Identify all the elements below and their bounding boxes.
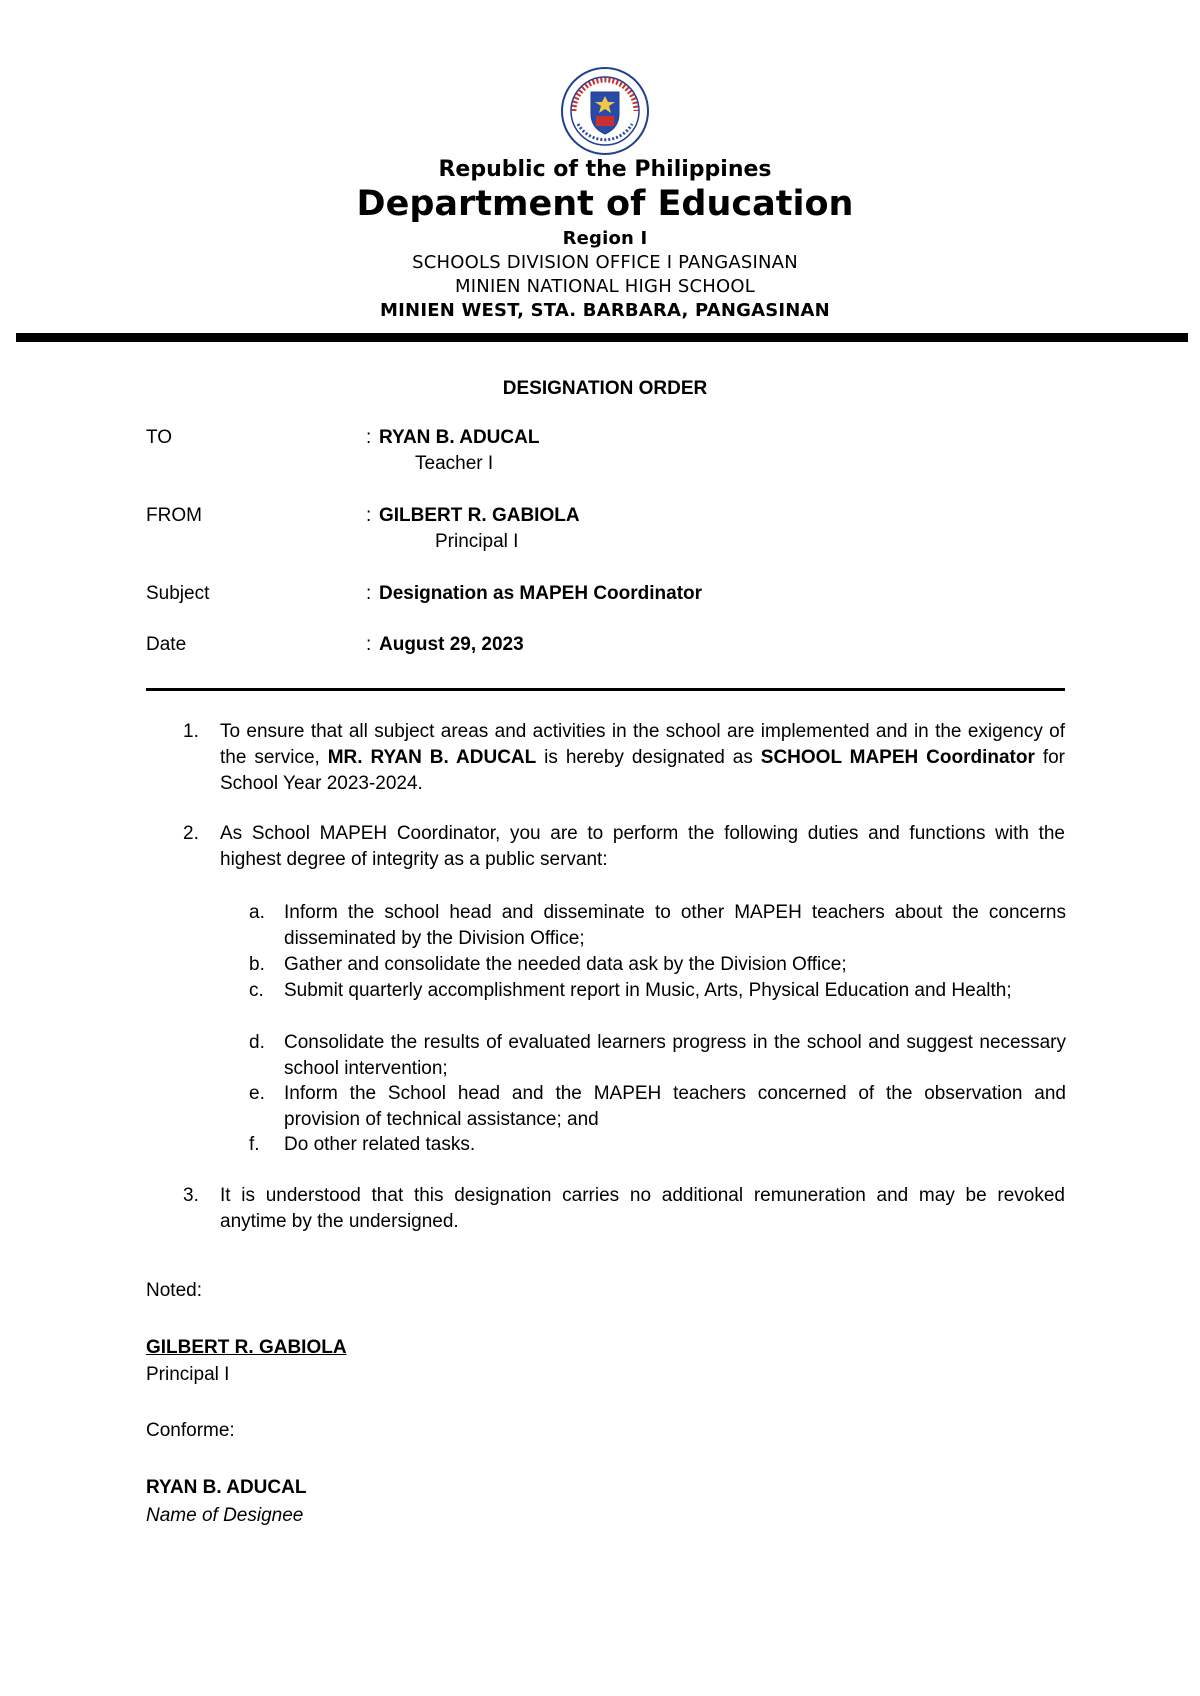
paragraph-number: 2. <box>183 823 199 844</box>
memo-from-name: GILBERT R. GABIOLA <box>379 505 580 526</box>
noted-signatory-name: GILBERT R. GABIOLA <box>146 1337 347 1358</box>
memo-to-name: RYAN B. ADUCAL <box>379 427 540 448</box>
duty-text: Inform the school head and disseminate to other MAPEH teachers about the concerns disseminated by the Division Office; <box>284 902 1066 949</box>
paragraph-1-text-a: To ensure that all subject areas and activities in the school are implemented and in the exigency of the service, <box>220 721 1065 768</box>
paragraph-1-text-b: is hereby designated as <box>536 747 761 768</box>
designation-title: SCHOOL MAPEH Coordinator <box>760 747 1035 768</box>
memo-colon: : <box>366 505 372 526</box>
document-title: DESIGNATION ORDER <box>502 378 708 399</box>
conforme-label: Conforme: <box>146 1420 235 1441</box>
designee-name: MR. RYAN B. ADUCAL <box>327 747 537 768</box>
noted-signatory-position: Principal I <box>146 1364 230 1385</box>
paragraph-1-text <box>220 719 1065 797</box>
conforme-name: RYAN B. ADUCAL <box>146 1477 307 1498</box>
duty-letter: f. <box>249 1134 260 1155</box>
memo-from-position: Principal I <box>435 531 519 552</box>
paragraph-1-text-c: for School Year 2023-2024. <box>220 747 1065 794</box>
header-school: MINIEN NATIONAL HIGH SCHOOL <box>455 276 755 297</box>
memo-subject-value: Designation as MAPEH Coordinator <box>379 583 703 604</box>
memo-colon: : <box>366 583 372 604</box>
memo-subject-label: Subject <box>146 583 210 604</box>
noted-label: Noted: <box>146 1280 202 1301</box>
memo-colon: : <box>366 634 372 655</box>
paragraph-2-text: As School MAPEH Coordinator, you are to perform the following duties and functions with the highest degree of integrity as a public servant: <box>220 823 1065 870</box>
header-department: Department of Education <box>356 184 854 224</box>
memo-colon: : <box>366 427 372 448</box>
paragraph-3-text: It is understood that this designation carries no additional remuneration and may be revoked anytime by the undersigned. <box>220 1185 1065 1232</box>
header-address: MINIEN WEST, STA. BARBARA, PANGASINAN <box>380 300 830 321</box>
memo-to-label: TO <box>146 427 173 448</box>
duty-letter: a. <box>249 902 265 923</box>
paragraph-number: 3. <box>183 1185 199 1206</box>
header-divider <box>16 333 1188 342</box>
duty-letter: e. <box>249 1083 265 1104</box>
duty-letter: b. <box>249 954 265 975</box>
duty-text: Do other related tasks. <box>284 1134 476 1155</box>
memo-from-label: FROM <box>146 505 202 526</box>
header-republic: Republic of the Philippines <box>438 157 772 182</box>
duty-letter: d. <box>249 1032 265 1053</box>
duty-letter: c. <box>249 980 264 1001</box>
duty-text: Submit quarterly accomplishment report in Music, Arts, Physical Education and Health; <box>284 980 1012 1001</box>
header-region: Region I <box>562 228 648 249</box>
duty-text: Inform the School head and the MAPEH teachers concerned of the observation and provision of technical assistance; and <box>284 1083 1066 1130</box>
duty-text: Gather and consolidate the needed data ask by the Division Office; <box>284 954 847 975</box>
memo-date-label: Date <box>146 634 187 655</box>
conforme-caption: Name of Designee <box>146 1505 304 1526</box>
memo-to-position: Teacher I <box>415 453 494 474</box>
memo-date-value: August 29, 2023 <box>379 634 524 655</box>
deped-seal-logo <box>560 66 650 156</box>
duty-text: Consolidate the results of evaluated learners progress in the school and suggest necessary school intervention; <box>284 1032 1066 1079</box>
header-division: SCHOOLS DIVISION OFFICE I PANGASINAN <box>412 252 798 273</box>
paragraph-number: 1. <box>183 721 199 742</box>
memo-divider <box>146 688 1065 691</box>
